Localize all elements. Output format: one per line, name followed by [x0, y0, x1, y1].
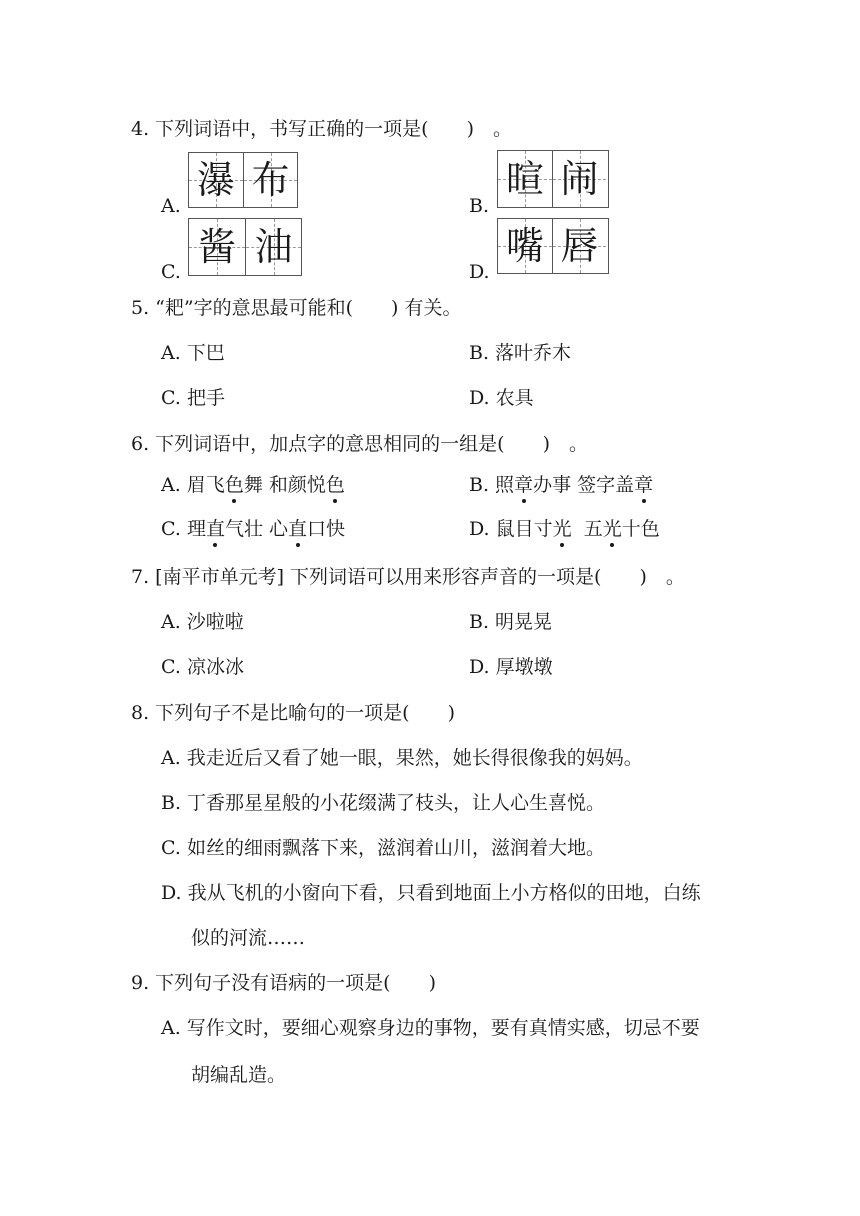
dotted-char: 直 [288, 518, 308, 540]
option-d-char-grid [497, 218, 609, 274]
q9-option-a: A. 写作文时，要细心观察身边的事物，要有真情实感，切忌不要 [161, 1017, 700, 1039]
q9-option-a-continued: 胡编乱造。 [191, 1064, 287, 1086]
dotted-char: 光 [552, 518, 572, 540]
char-cell: 唇 [552, 219, 606, 273]
q8-option-a: A. 我走近后又看了她一眼，果然，她长得很像我的妈妈。 [161, 747, 643, 769]
option-a-label: A. [161, 195, 181, 217]
q5-option-c: C. 把手 [161, 387, 225, 409]
option-a-char-grid [188, 152, 298, 208]
q8-option-d: D. 我从飞机的小窗向下看，只看到地面上小方格似的田地，白练 [161, 882, 701, 904]
q7-option-c: C. 凉冰冰 [161, 656, 244, 678]
q5-option-a: A. 下巴 [161, 342, 225, 364]
dotted-char: 章 [634, 474, 654, 496]
char-cell: 闹 [552, 151, 606, 207]
dotted-char: 章 [514, 474, 534, 496]
char-cell: 暄 [498, 151, 552, 207]
dotted-char: 色 [224, 474, 244, 496]
question-7-stem: 7. [南平市单元考] 下列词语可以用来形容声音的一项是( ) 。 [131, 566, 685, 588]
q5-option-b: B. 落叶乔木 [469, 342, 572, 364]
q5-option-d: D. 农具 [469, 387, 534, 409]
dotted-char: 直 [205, 518, 225, 540]
char-cell: 酱 [189, 219, 245, 275]
q8-option-c: C. 如丝的细雨飘落下来，滋润着山川，滋润着大地。 [161, 837, 605, 859]
q6-option-b: B. 照章办事 签字盖章 [469, 474, 654, 496]
q6-option-d: D. 鼠目寸光 五光十色 [469, 518, 660, 540]
option-d-label: D. [469, 261, 490, 283]
q7-option-a: A. 沙啦啦 [161, 611, 244, 633]
option-b-label: B. [469, 195, 490, 217]
char-cell: 嘴 [498, 219, 552, 273]
question-5-stem: 5. “耙”字的意思最可能和( ) 有关。 [131, 297, 462, 319]
option-c-char-grid [188, 218, 302, 276]
question-4-stem: 4. 下列词语中，书写正确的一项是( ) 。 [131, 118, 512, 140]
question-6-stem: 6. 下列词语中，加点字的意思相同的一组是( ) 。 [131, 433, 588, 455]
q7-option-b: B. 明晃晃 [469, 611, 553, 633]
q8-option-d-continued: 似的河流…… [191, 927, 306, 949]
option-c-label: C. [161, 261, 181, 283]
q6-option-a: A. 眉飞色舞 和颜悦色 [161, 474, 345, 496]
dotted-char: 色 [325, 474, 345, 496]
char-cell: 布 [243, 153, 297, 207]
char-cell: 油 [245, 219, 301, 275]
char-cell: 瀑 [189, 153, 243, 207]
q8-option-b: B. 丁香那星星般的小花缀满了枝头，让人心生喜悦。 [161, 792, 606, 814]
question-9-stem: 9. 下列句子没有语病的一项是( ) [131, 972, 436, 994]
option-b-char-grid [497, 150, 609, 208]
q6-option-c: C. 理直气壮 心直口快 [161, 518, 346, 540]
q7-option-d: D. 厚墩墩 [469, 656, 553, 678]
question-8-stem: 8. 下列句子不是比喻句的一项是( ) [131, 702, 455, 724]
dotted-char: 光 [602, 518, 622, 540]
